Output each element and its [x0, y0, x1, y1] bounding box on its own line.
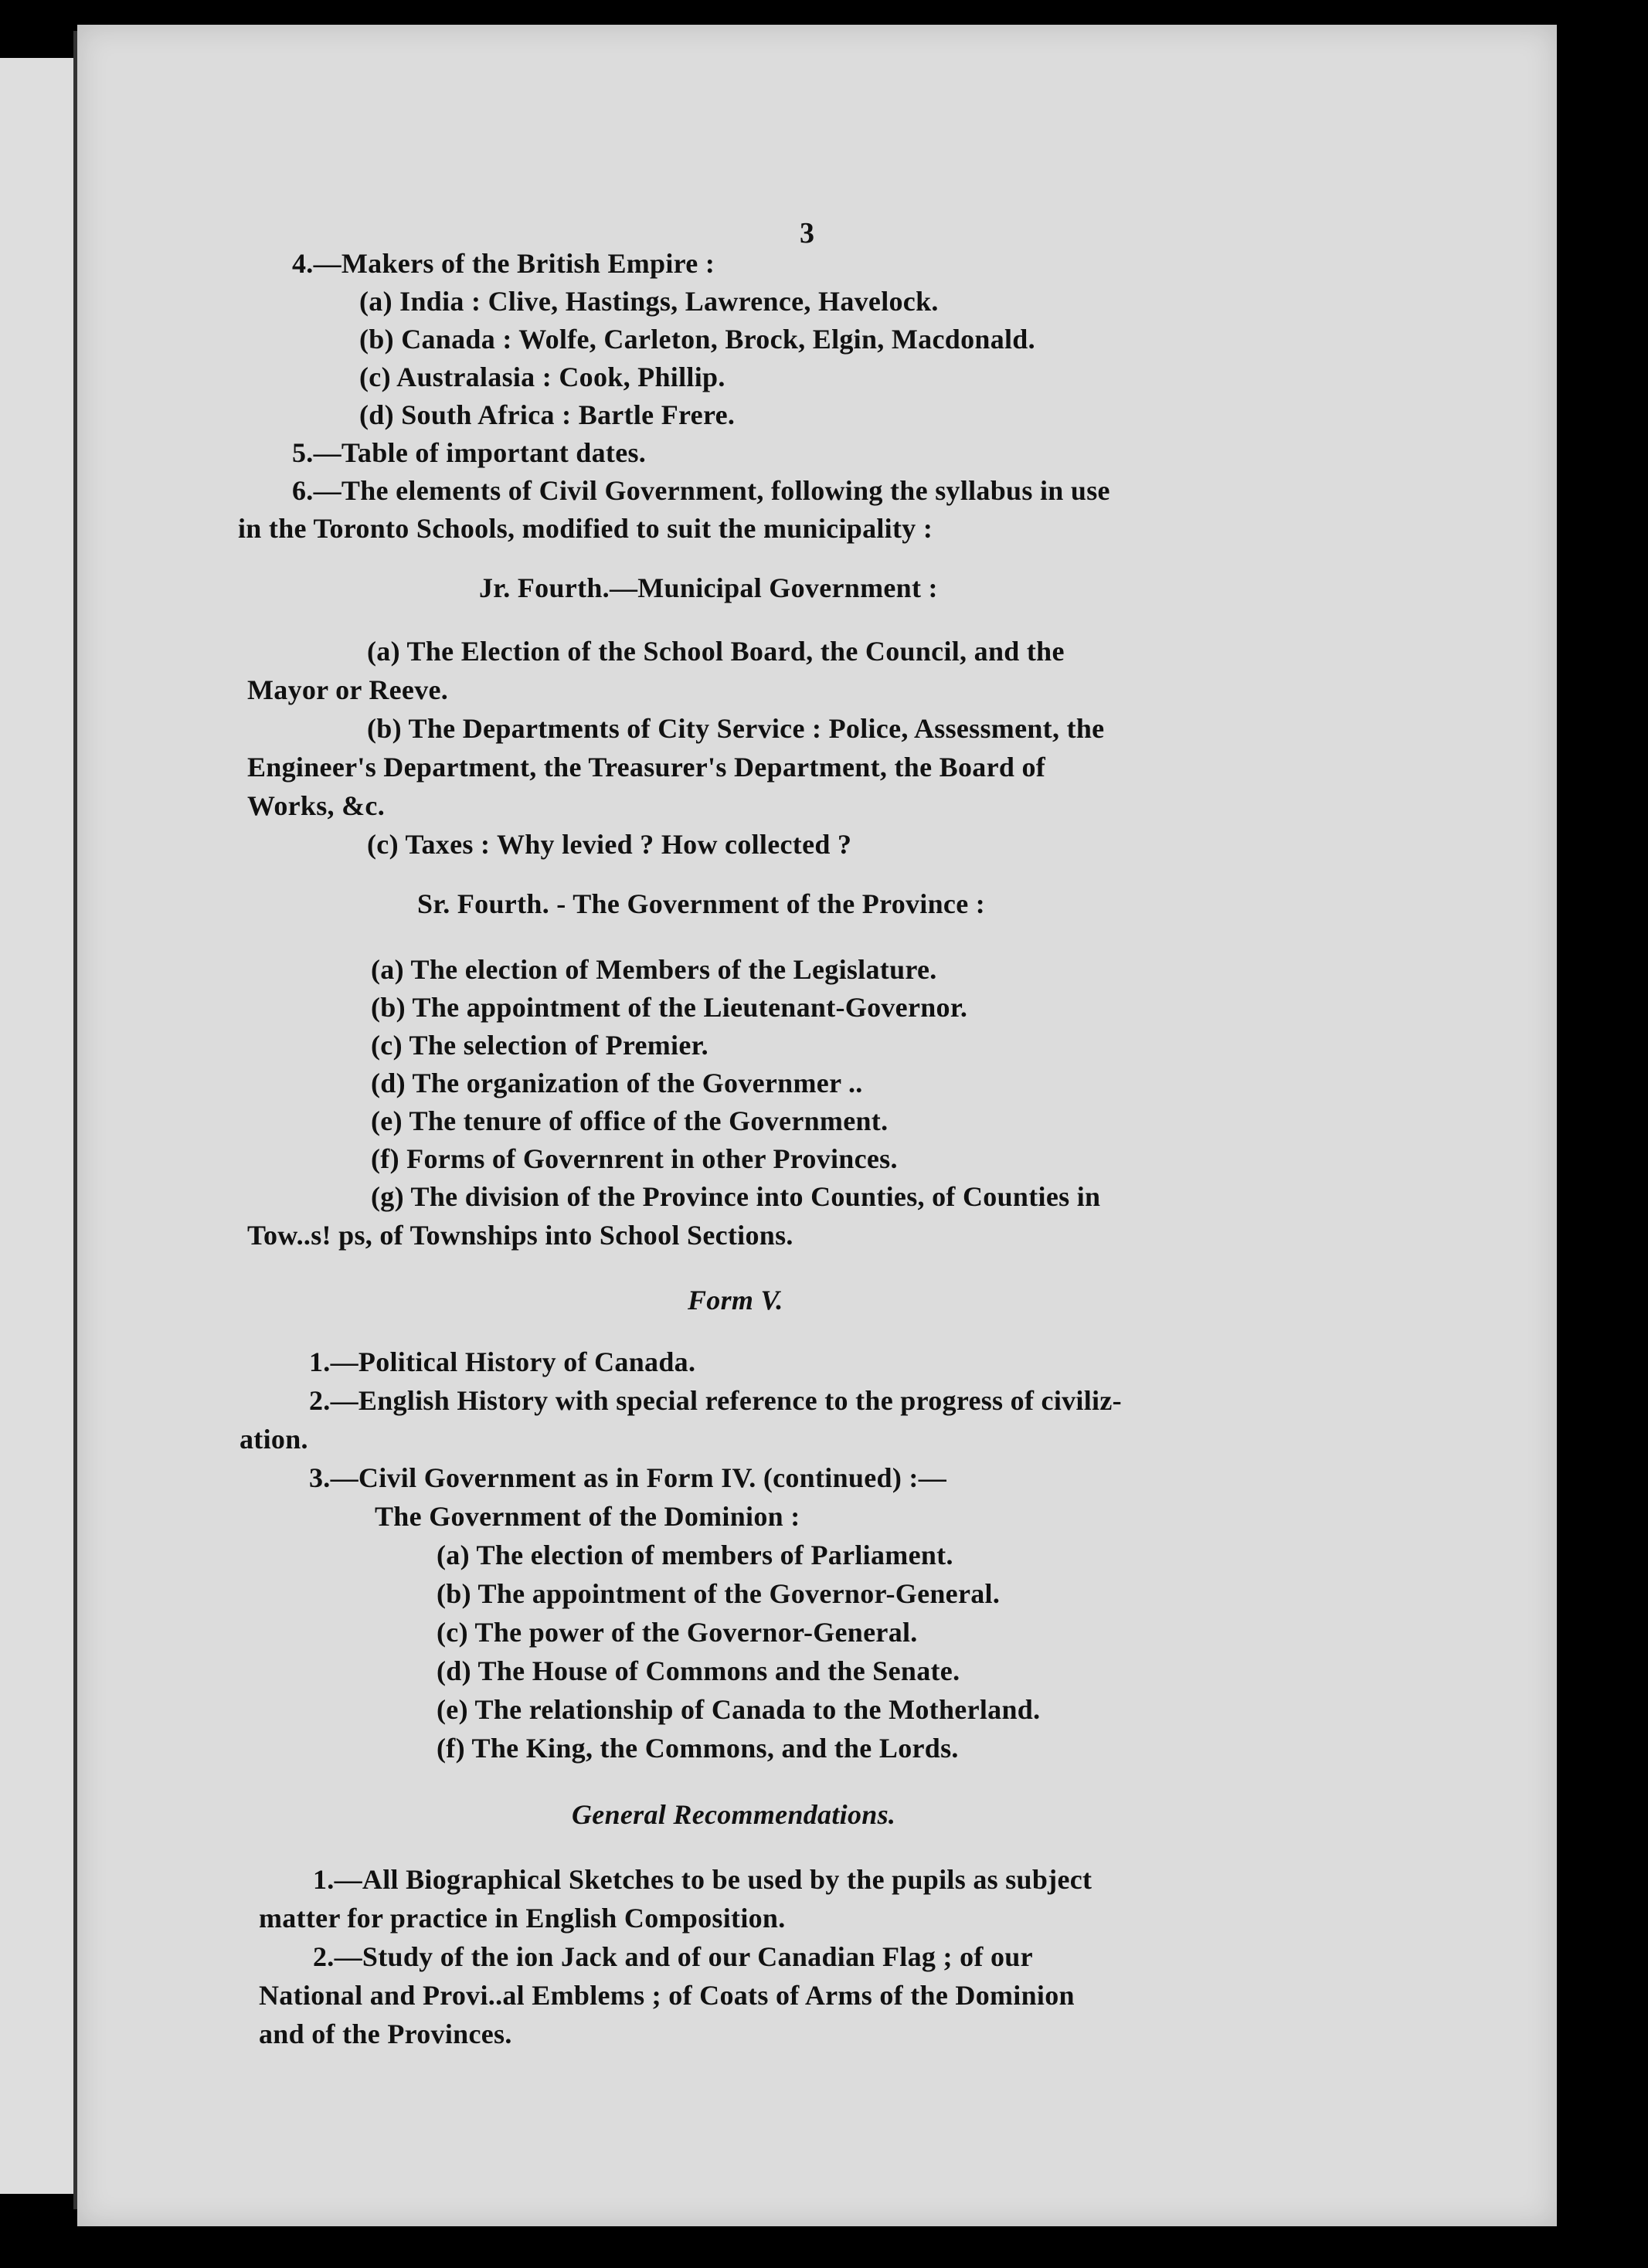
text-line: 2.—Study of the ion Jack and of our Canadian Flag ; of our: [313, 1941, 1033, 1972]
page-number: 3: [800, 217, 815, 250]
text-line: (b) The Departments of City Service : Police, Assessment, the: [367, 713, 1105, 744]
text-line: Engineer's Department, the Treasurer's Department, the Board of: [247, 752, 1046, 783]
text-line: Mayor or Reeve.: [247, 674, 449, 705]
text-line: (e) The relationship of Canada to the Motherland.: [437, 1694, 1041, 1725]
text-line: Tow..s! ps, of Townships into School Sections.: [247, 1220, 793, 1251]
text-line: matter for practice in English Composition.: [259, 1903, 786, 1934]
text-line: (b) The appointment of the Lieutenant-Governor.: [371, 992, 968, 1023]
text-line: (b) Canada : Wolfe, Carleton, Brock, Elgin, Macdonald.: [359, 324, 1035, 355]
text-line: and of the Provinces.: [259, 2018, 512, 2049]
text-line: National and Provi..al Emblems ; of Coats of Arms of the Dominion: [259, 1980, 1075, 2011]
text-line: in the Toronto Schools, modified to suit the municipality :: [238, 513, 933, 544]
text-line: (g) The division of the Province into Counties, of Counties in: [371, 1181, 1101, 1212]
document-page: [77, 25, 1557, 2226]
text-line: (a) India : Clive, Hastings, Lawrence, Havelock.: [359, 286, 939, 317]
text-line: 3.—Civil Government as in Form IV. (continued) :—: [309, 1462, 947, 1493]
text-line: 5.—Table of important dates.: [292, 437, 647, 468]
text-line: (a) The election of Members of the Legislature.: [371, 954, 937, 985]
text-line: (a) The Election of the School Board, the Council, and the: [367, 636, 1065, 667]
text-line: Works, &c.: [247, 790, 385, 821]
text-line: 2.—English History with special reference to the progress of civiliz-: [309, 1385, 1122, 1416]
text-line: Sr. Fourth. - The Government of the Province :: [417, 888, 986, 919]
section-heading: General Recommendations.: [572, 1799, 896, 1830]
text-line: 1.—Political History of Canada.: [309, 1346, 696, 1377]
text-line: (f) Forms of Governrent in other Provinces.: [371, 1143, 898, 1174]
facing-page-edge: [0, 58, 76, 2194]
text-line: (c) Taxes : Why levied ? How collected ?: [367, 829, 852, 860]
text-line: (d) The House of Commons and the Senate.: [437, 1655, 960, 1686]
text-line: 1.—All Biographical Sketches to be used by the pupils as subject: [313, 1864, 1092, 1895]
text-line: (d) The organization of the Governmer ..: [371, 1068, 863, 1098]
text-line: Jr. Fourth.—Municipal Government :: [479, 572, 938, 603]
text-line: (a) The election of members of Parliament.: [437, 1540, 953, 1570]
text-line: The Government of the Dominion :: [375, 1501, 800, 1532]
text-line: (b) The appointment of the Governor-General.: [437, 1578, 1001, 1609]
text-line: 4.—Makers of the British Empire :: [292, 248, 715, 279]
text-line: (c) The selection of Premier.: [371, 1030, 708, 1061]
text-line: 6.—The elements of Civil Government, following the syllabus in use: [292, 475, 1110, 506]
text-line: (c) Australasia : Cook, Phillip.: [359, 362, 725, 392]
section-heading: Form V.: [688, 1285, 783, 1316]
text-line: (e) The tenure of office of the Government.: [371, 1105, 889, 1136]
text-line: (c) The power of the Governor-General.: [437, 1617, 918, 1648]
text-line: ation.: [240, 1424, 308, 1455]
text-line: (f) The King, the Commons, and the Lords.: [437, 1733, 959, 1764]
text-line: (d) South Africa : Bartle Frere.: [359, 399, 736, 430]
